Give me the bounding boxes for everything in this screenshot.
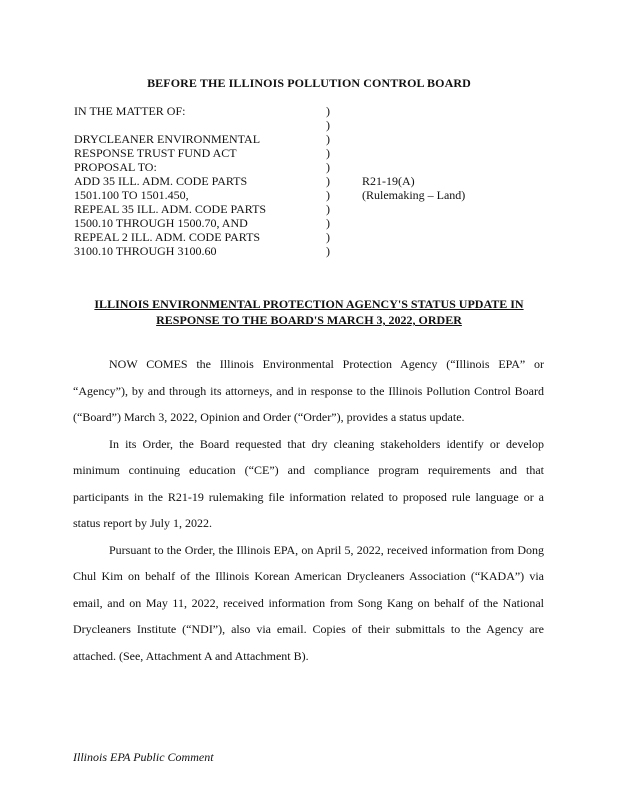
document-title — [0, 296, 618, 328]
paragraph: NOW COMES the Illinois Environmental Protection Agency (“Illinois EPA” or “Agency”), by and through its attorneys, and in response to the Illinois Pollution Control Board (“Board”) March 3, 2022, Opinion and Order (“Order”), provides a status update. — [73, 357, 544, 424]
caption-paren: ) — [326, 132, 330, 146]
caption-paren: ) — [326, 174, 330, 188]
caption-line: RESPONSE TRUST FUND ACT — [74, 146, 237, 160]
caption-paren: ) — [326, 188, 330, 202]
caption-right-line — [362, 202, 465, 216]
title-line-2: RESPONSE TO THE BOARD'S MARCH 3, 2022, ORDER — [156, 313, 462, 327]
caption-line — [74, 118, 319, 132]
caption-line: REPEAL 35 ILL. ADM. CODE PARTS — [74, 202, 267, 216]
document-body — [73, 351, 544, 669]
caption-paren: ) — [326, 146, 330, 160]
caption-right-line — [362, 244, 465, 258]
paragraph: In its Order, the Board requested that dry cleaning stakeholders identify or develop minimum continuing education (“CE”) and compliance program requirements and that participants in the R21-19 rulemaking file information related to proposed rule language or a status report by July 1, 2022. — [73, 436, 544, 530]
caption-line: ADD 35 ILL. ADM. CODE PARTS — [74, 174, 248, 188]
caption-line: DRYCLEANER ENVIRONMENTAL — [74, 132, 261, 146]
caption-paren: ) — [326, 160, 330, 174]
caption-parens — [326, 104, 336, 258]
caption-line: 1500.10 THROUGH 1500.70, AND — [74, 216, 248, 230]
paragraph: Pursuant to the Order, the Illinois EPA, on April 5, 2022, received information from Dong Chul Kim on behalf of the Illinois Korean American Drycleaners Association (“KADA”) via email, and on May 11, 2022, received information from Song Kang on behalf of the National Drycleaners Institute (“NDI”), also via email. Copies of their submittals to the Agency are attached. (See, Attachment A and Attachment B). — [73, 542, 544, 663]
caption-right-line — [362, 146, 465, 160]
caption-right-line — [362, 104, 465, 118]
caption-line: PROPOSAL TO: — [74, 160, 157, 174]
caption-paren: ) — [326, 104, 330, 118]
caption-line: IN THE MATTER OF: — [74, 104, 186, 118]
footer-note: Illinois EPA Public Comment — [73, 750, 214, 764]
caption-paren: ) — [326, 230, 330, 244]
caption-paren: ) — [326, 216, 330, 230]
caption-docket — [362, 104, 465, 258]
docket-number: R21-19(A) — [362, 174, 415, 188]
board-header: BEFORE THE ILLINOIS POLLUTION CONTROL BOARD — [147, 76, 471, 90]
caption-paren: ) — [326, 202, 330, 216]
caption-right-line — [362, 216, 465, 230]
caption-paren: ) — [326, 244, 330, 258]
caption-matter — [74, 104, 319, 258]
caption-line: REPEAL 2 ILL. ADM. CODE PARTS — [74, 230, 261, 244]
caption-paren: ) — [326, 118, 330, 132]
caption-line: 3100.10 THROUGH 3100.60 — [74, 244, 217, 258]
caption-line: 1501.100 TO 1501.450, — [74, 188, 189, 202]
caption-right-line — [362, 132, 465, 146]
caption-right-line — [362, 118, 465, 132]
docket-type: (Rulemaking – Land) — [362, 188, 466, 202]
caption-right-line — [362, 160, 465, 174]
title-line-1: ILLINOIS ENVIRONMENTAL PROTECTION AGENCY'S STATUS UPDATE IN — [94, 297, 524, 311]
caption-right-line — [362, 230, 465, 244]
